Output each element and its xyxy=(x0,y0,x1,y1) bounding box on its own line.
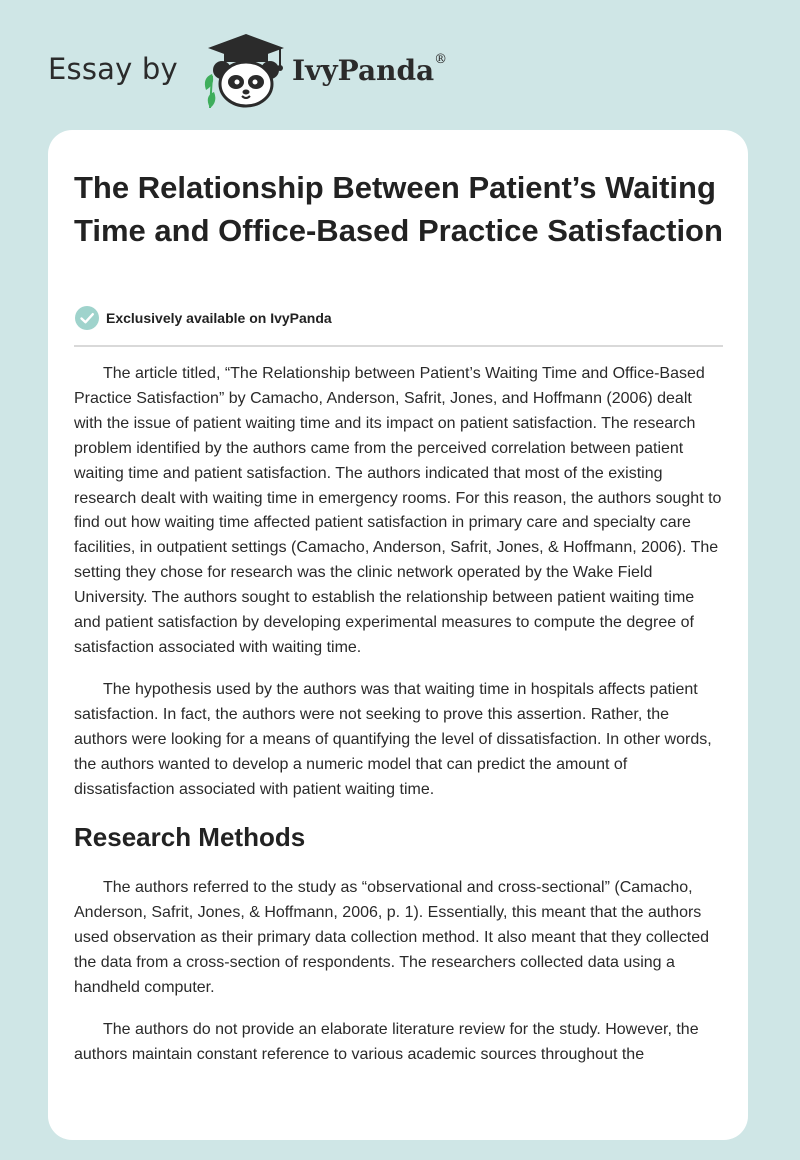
section-heading: Research Methods xyxy=(74,822,306,853)
page-title: The Relationship Between Patient’s Waiting Time and Office-Based Practice Satisfaction xyxy=(74,170,723,248)
paragraph: The article titled, “The Relationship between Patient’s Waiting Time and Office-Based Practice Satisfaction” by Camacho, Anderson, Safrit, Jones, and Hoffmann (2006) dealt with the issue of patient waiting time and its impact on patient satisfaction. The research problem identified by the authors came from the perceived correlation between patient waiting time and patient satisfaction. The authors indicated that most of the existing research dealt with waiting time in emergency rooms. For this reason, the authors sought to find out how waiting time affected patient satisfaction in primary care and specialty care facilities, in outpatient settings (Camacho, Anderson, Safrit, Jones, & Hoffmann, 2006). The setting they chose for research was the clinic network operated by the Wake Field University. The authors sought to establish the relationship between patient waiting time and patient satisfaction by developing experimental measures to compute the degree of satisfaction associated with waiting time. xyxy=(74,365,722,656)
paragraph: The authors referred to the study as “observational and cross-sectional” (Camacho, Anderson, Safrit, Jones, & Hoffmann, 2006, p. 1). Essentially, this meant that the authors used observation as their primary data collection method. It also meant that they collected the data from a cross-section of respondents. The researchers collected data using a handheld computer. xyxy=(74,879,710,997)
panda-graduate-logo-icon[interactable] xyxy=(200,32,292,110)
exclusive-badge xyxy=(74,305,332,331)
check-circle-icon xyxy=(74,305,100,331)
site-header xyxy=(0,0,800,125)
essay-card xyxy=(48,130,748,1140)
ivypanda-brand[interactable]: IvyPanda® xyxy=(292,52,448,87)
essay-by-label: Essay by xyxy=(48,52,178,86)
paragraph: The hypothesis used by the authors was that waiting time in hospitals affects patient satisfaction. In fact, the authors were not seeking to prove this assertion. Rather, the authors were looking for a means of quantifying the level of dissatisfaction. In other words, the authors wanted to develop a numeric model that can predict the amount of dissatisfaction associated with patient waiting time. xyxy=(74,680,712,798)
divider xyxy=(74,345,723,347)
article-body xyxy=(74,362,724,1085)
exclusive-badge-label: Exclusively available on IvyPanda xyxy=(106,310,332,326)
paragraph: The authors do not provide an elaborate literature review for the study. However, the authors maintain constant reference to various academic sources throughout the xyxy=(74,1020,699,1063)
